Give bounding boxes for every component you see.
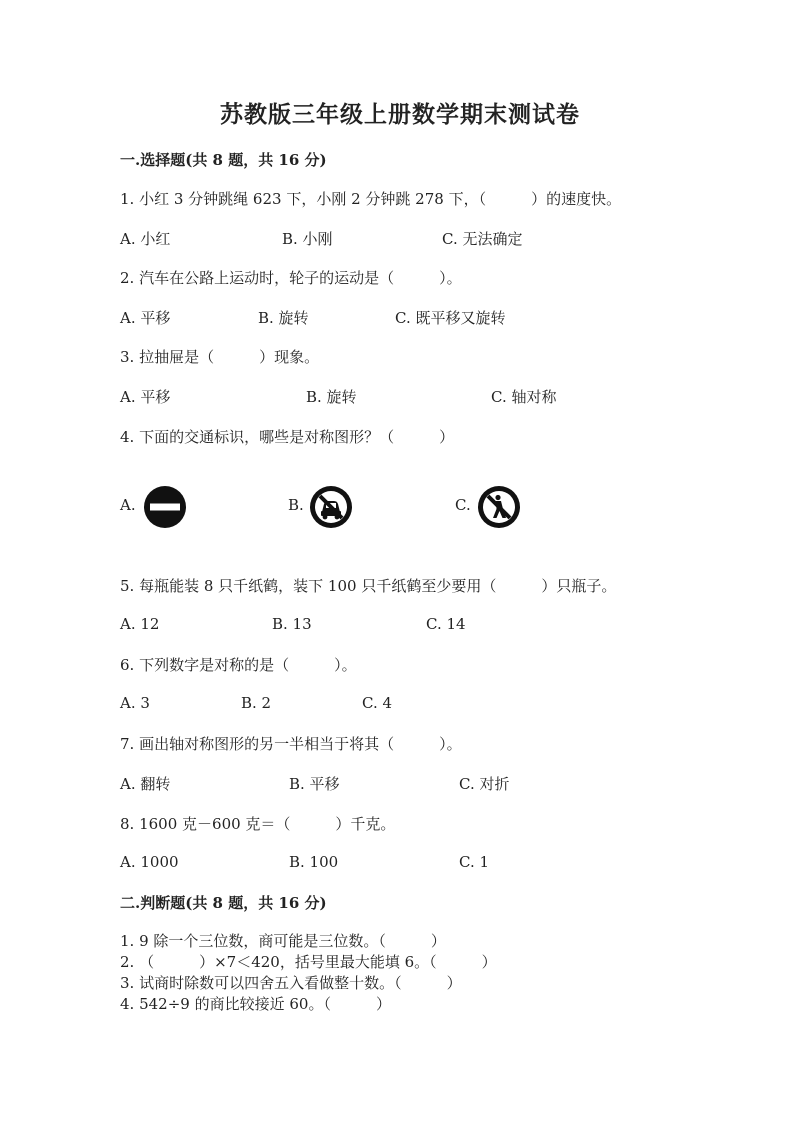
q7-option-c: C. 对折	[459, 775, 510, 793]
q2-option-a: A. 平移	[120, 309, 171, 327]
question-2: 2. 汽车在公路上运动时，轮子的运动是（ ）。	[120, 269, 462, 287]
q8-option-a: A. 1000	[120, 853, 179, 871]
q6-option-c: C. 4	[362, 694, 393, 712]
question-8: 8. 1600 克－600 克＝（ ）千克。	[120, 815, 396, 833]
q3-option-b: B. 旋转	[306, 388, 357, 406]
q4-option-b: B.	[288, 496, 304, 514]
q6-option-b: B. 2	[241, 694, 272, 712]
q3-option-a: A. 平移	[120, 388, 171, 406]
q5-option-c: C. 14	[426, 615, 466, 633]
question-1: 1. 小红 3 分钟跳绳 623 下，小刚 2 分钟跳 278 下，（ ）的速度快。	[120, 190, 622, 208]
true-false-item-1: 1. 9 除一个三位数，商可能是三位数。（ ）	[120, 932, 446, 950]
question-4: 4. 下面的交通标识，哪些是对称图形？（ ）	[120, 428, 455, 446]
question-5: 5. 每瓶能装 8 只千纸鹤，装下 100 只千纸鹤至少要用（ ）只瓶子。	[120, 577, 617, 595]
q1-option-b: B. 小刚	[282, 230, 333, 248]
section-heading-multiple-choice: 一.选择题(共 8 题，共 16 分)	[120, 151, 327, 169]
no-entry-sign-icon	[143, 485, 187, 529]
true-false-item-3: 3. 试商时除数可以四舍五入看做整十数。（ ）	[120, 974, 462, 992]
q8-option-c: C. 1	[459, 853, 490, 871]
no-pedestrians-sign-icon	[477, 485, 521, 529]
section-heading-true-false: 二.判断题(共 8 题，共 16 分)	[120, 894, 327, 912]
q1-option-a: A. 小红	[120, 230, 171, 248]
q4-option-a: A.	[120, 496, 136, 514]
true-false-item-2: 2. （ ）×7＜420，括号里最大能填 6。（ ）	[120, 953, 497, 971]
q7-option-b: B. 平移	[289, 775, 340, 793]
question-6: 6. 下列数字是对称的是（ ）。	[120, 656, 357, 674]
q7-option-a: A. 翻转	[120, 775, 171, 793]
q8-option-b: B. 100	[289, 853, 339, 871]
q2-option-c: C. 既平移又旋转	[395, 309, 506, 327]
q5-option-b: B. 13	[272, 615, 312, 633]
page-title: 苏教版三年级上册数学期末测试卷	[220, 101, 580, 128]
true-false-item-4: 4. 542÷9 的商比较接近 60。（ ）	[120, 995, 391, 1013]
q4-option-c: C.	[455, 496, 471, 514]
q6-option-a: A. 3	[120, 694, 150, 712]
question-3: 3. 拉抽屉是（ ）现象。	[120, 348, 320, 366]
question-7: 7. 画出轴对称图形的另一半相当于将其（ ）。	[120, 735, 462, 753]
q3-option-c: C. 轴对称	[491, 388, 557, 406]
q1-option-c: C. 无法确定	[442, 230, 523, 248]
q2-option-b: B. 旋转	[258, 309, 309, 327]
q5-option-a: A. 12	[120, 615, 160, 633]
no-motor-vehicles-sign-icon	[309, 485, 353, 529]
